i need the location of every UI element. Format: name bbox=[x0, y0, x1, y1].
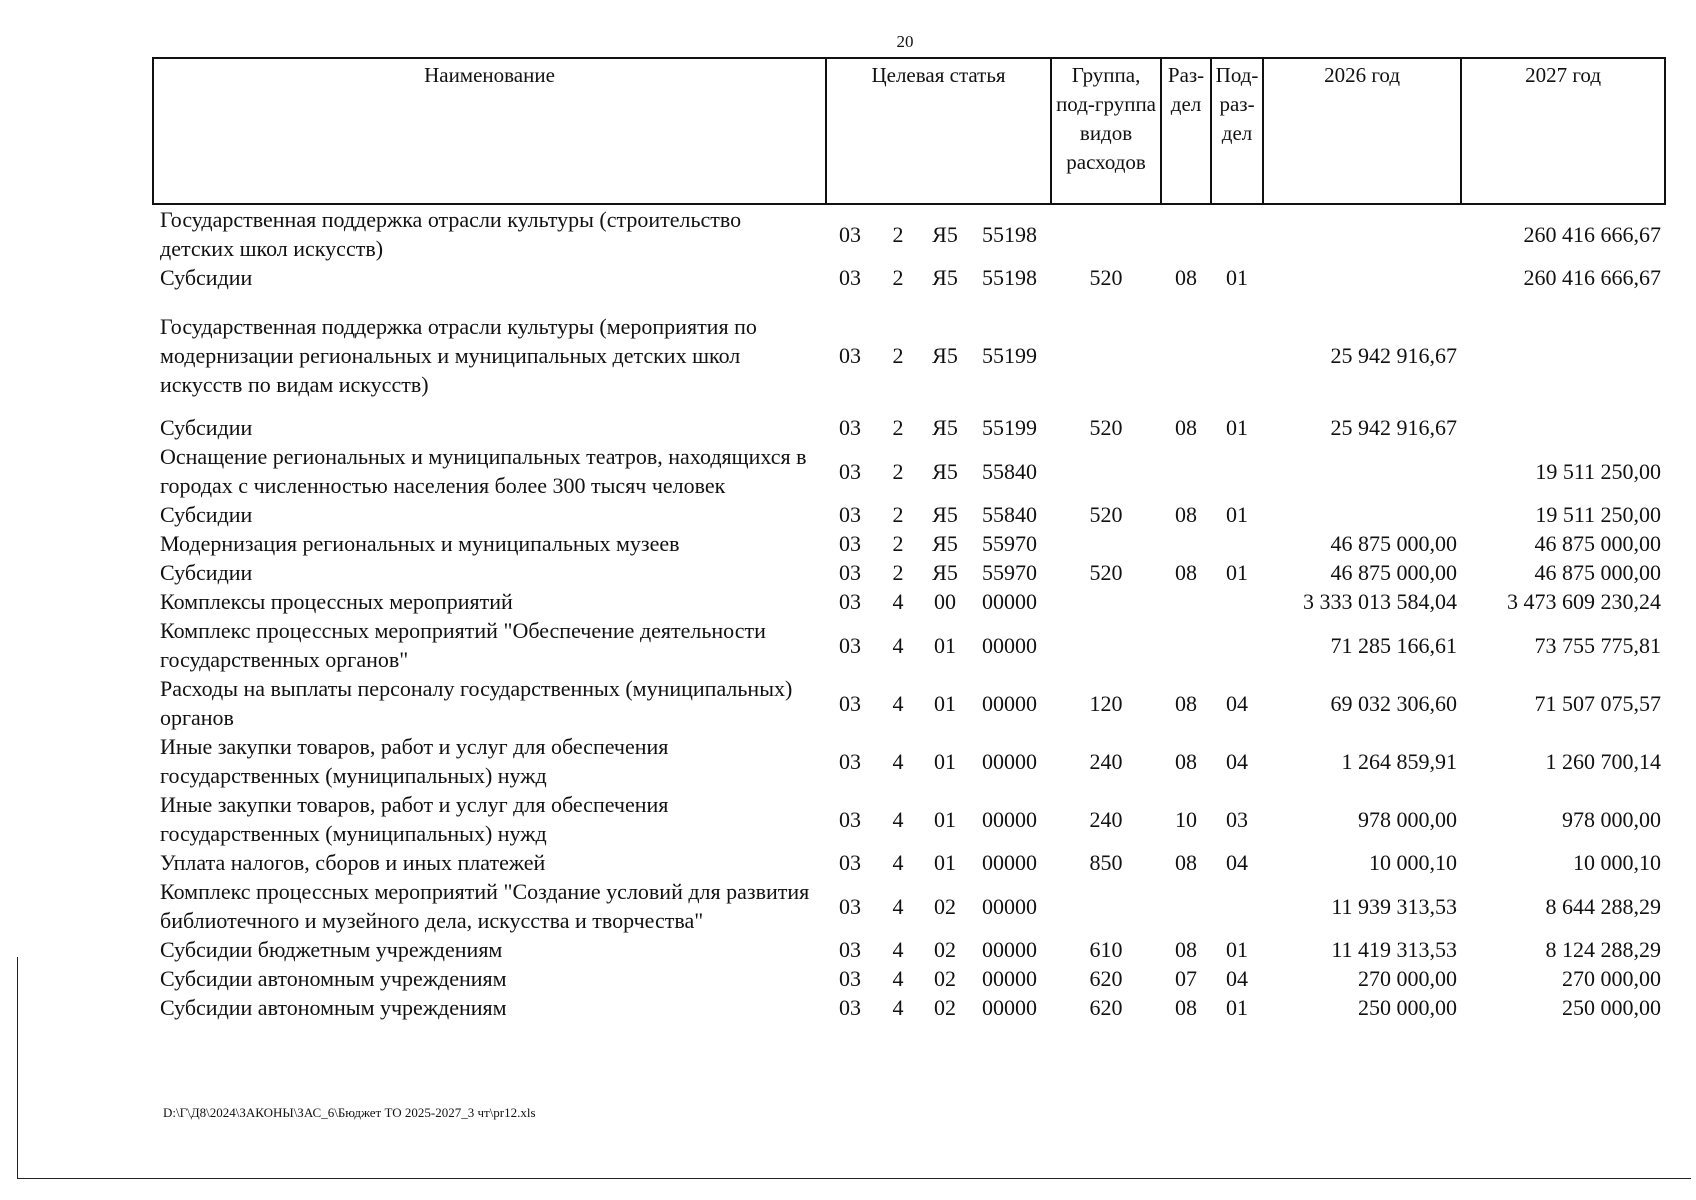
row-amount-2026: 10 000,10 bbox=[1369, 850, 1458, 875]
row-subsection bbox=[1211, 442, 1263, 500]
row-code-subprogram: 4 bbox=[892, 995, 904, 1020]
row-name: Оснащение региональных и муниципальных театров, находящихся в городах с численностью населения более 300 тысяч человек bbox=[160, 444, 807, 498]
row-code-project: Я5 bbox=[932, 560, 958, 585]
row-code-subprogram: 4 bbox=[892, 690, 904, 716]
row-code-project: 01 bbox=[934, 690, 956, 716]
row-expense-group bbox=[1051, 529, 1161, 558]
row-amount-2027: 8 644 288,29 bbox=[1545, 893, 1662, 919]
row-amount-2027: 978 000,00 bbox=[1562, 806, 1662, 832]
row-code-subprogram: 4 bbox=[892, 589, 904, 614]
row-code-program: 03 bbox=[839, 502, 861, 527]
row-amount-2026: 69 032 306,60 bbox=[1330, 690, 1458, 716]
row-amount-2027: 10 000,10 bbox=[1573, 850, 1662, 875]
row-amount-2026: 25 942 916,67 bbox=[1330, 343, 1458, 368]
row-code-subprogram: 4 bbox=[892, 632, 904, 658]
row-expense-group bbox=[1051, 616, 1161, 674]
row-section: 08 bbox=[1175, 850, 1198, 875]
row-code-direction: 00000 bbox=[982, 937, 1038, 962]
row-name: Расходы на выплаты персоналу государственных (муниципальных) органов bbox=[160, 676, 793, 730]
row-amount-2027: 1 260 700,14 bbox=[1545, 748, 1662, 774]
row-name: Субсидии бюджетным учреждениям bbox=[160, 937, 503, 962]
row-code-direction: 55199 bbox=[982, 343, 1038, 368]
row-amount-2026: 1 264 859,91 bbox=[1341, 748, 1458, 774]
row-code-program: 03 bbox=[839, 690, 861, 716]
row-code-project: 02 bbox=[934, 966, 956, 991]
row-code-direction: 00000 bbox=[982, 690, 1038, 716]
row-code-direction: 55198 bbox=[982, 221, 1038, 247]
row-code-project: 02 bbox=[934, 995, 956, 1020]
row-code-program: 03 bbox=[839, 806, 861, 832]
row-expense-group: 120 bbox=[1089, 690, 1123, 716]
row-section bbox=[1161, 204, 1211, 263]
row-code-project: Я5 bbox=[932, 502, 958, 527]
table-row bbox=[153, 993, 1665, 1022]
row-expense-group: 240 bbox=[1089, 748, 1123, 774]
row-code-subprogram: 4 bbox=[892, 937, 904, 962]
header-year-2026: 2026 год bbox=[1263, 58, 1461, 204]
row-amount-2026 bbox=[1263, 204, 1461, 263]
row-expense-group: 520 bbox=[1089, 502, 1123, 527]
table-row bbox=[153, 442, 1665, 500]
row-subsection: 01 bbox=[1226, 995, 1249, 1020]
row-amount-2027: 73 755 775,81 bbox=[1534, 632, 1662, 658]
row-code-program: 03 bbox=[839, 458, 861, 484]
row-section: 08 bbox=[1175, 560, 1198, 585]
left-edge-rule bbox=[17, 957, 18, 1179]
row-subsection bbox=[1211, 529, 1263, 558]
row-expense-group: 520 bbox=[1089, 560, 1123, 585]
row-name: Комплекс процессных мероприятий "Создание условий для развития библиотечного и музейного дела, искусства и творчества" bbox=[160, 879, 810, 933]
row-code-subprogram: 2 bbox=[892, 458, 904, 484]
row-name: Комплекс процессных мероприятий "Обеспечение деятельности государственных органов" bbox=[160, 618, 766, 672]
row-name: Модернизация региональных и муниципальных музеев bbox=[160, 531, 680, 556]
table-row bbox=[153, 877, 1665, 935]
row-expense-group bbox=[1051, 877, 1161, 935]
row-expense-group: 520 bbox=[1089, 415, 1123, 440]
row-code-direction: 00000 bbox=[982, 893, 1038, 919]
row-code-program: 03 bbox=[839, 415, 861, 440]
row-name: Уплата налогов, сборов и иных платежей bbox=[160, 850, 546, 875]
table-row bbox=[153, 674, 1665, 732]
row-amount-2026: 46 875 000,00 bbox=[1330, 531, 1458, 556]
row-name: Субсидии bbox=[160, 415, 253, 440]
row-subsection: 04 bbox=[1226, 966, 1249, 991]
row-subsection bbox=[1211, 292, 1263, 413]
row-amount-2026: 3 333 013 584,04 bbox=[1303, 589, 1458, 614]
row-code-program: 03 bbox=[839, 850, 861, 875]
row-code-direction: 55970 bbox=[982, 531, 1038, 556]
row-code-program: 03 bbox=[839, 966, 861, 991]
row-subsection: 01 bbox=[1226, 937, 1249, 962]
row-section: 08 bbox=[1175, 690, 1198, 716]
row-code-project: Я5 bbox=[932, 221, 958, 247]
table-row bbox=[153, 263, 1665, 292]
row-code-program: 03 bbox=[839, 265, 861, 290]
budget-table-container bbox=[152, 57, 1664, 1022]
table-row bbox=[153, 529, 1665, 558]
row-amount-2027: 260 416 666,67 bbox=[1523, 265, 1662, 290]
table-row bbox=[153, 292, 1665, 413]
table-row bbox=[153, 935, 1665, 964]
table-row bbox=[153, 500, 1665, 529]
row-code-subprogram: 2 bbox=[892, 531, 904, 556]
row-section bbox=[1161, 529, 1211, 558]
row-code-subprogram: 4 bbox=[892, 966, 904, 991]
row-amount-2026: 11 939 313,53 bbox=[1331, 893, 1458, 919]
row-subsection: 03 bbox=[1226, 806, 1249, 832]
row-amount-2026: 25 942 916,67 bbox=[1330, 415, 1458, 440]
row-code-program: 03 bbox=[839, 343, 861, 368]
row-subsection: 04 bbox=[1226, 690, 1249, 716]
row-code-project: 02 bbox=[934, 937, 956, 962]
row-expense-group: 520 bbox=[1089, 265, 1123, 290]
header-subsection: Под-раз-дел bbox=[1211, 58, 1263, 204]
row-code-project: 01 bbox=[934, 806, 956, 832]
row-subsection bbox=[1211, 616, 1263, 674]
row-code-project: 01 bbox=[934, 632, 956, 658]
row-code-project: 01 bbox=[934, 850, 956, 875]
table-row bbox=[153, 790, 1665, 848]
row-code-direction: 55970 bbox=[982, 560, 1038, 585]
row-section bbox=[1161, 616, 1211, 674]
row-amount-2027: 270 000,00 bbox=[1562, 966, 1662, 991]
row-subsection bbox=[1211, 877, 1263, 935]
row-code-project: Я5 bbox=[932, 343, 958, 368]
row-expense-group: 850 bbox=[1089, 850, 1123, 875]
row-amount-2027: 250 000,00 bbox=[1562, 995, 1662, 1020]
row-amount-2027: 3 473 609 230,24 bbox=[1507, 589, 1662, 614]
table-row bbox=[153, 413, 1665, 442]
row-code-subprogram: 2 bbox=[892, 343, 904, 368]
header-year-2027: 2027 год bbox=[1461, 58, 1665, 204]
row-expense-group bbox=[1051, 292, 1161, 413]
row-code-subprogram: 4 bbox=[892, 748, 904, 774]
row-code-program: 03 bbox=[839, 995, 861, 1020]
row-name: Субсидии bbox=[160, 265, 253, 290]
row-expense-group bbox=[1051, 587, 1161, 616]
row-amount-2026 bbox=[1263, 442, 1461, 500]
budget-table bbox=[152, 57, 1666, 1022]
row-amount-2027: 19 511 250,00 bbox=[1535, 502, 1662, 527]
file-path-footnote: D:\Г\Д8\2024\ЗАКОНЫ\ЗАС_6\Бюджет ТО 2025-2027_3 чт\pr12.xls bbox=[163, 1105, 536, 1120]
row-code-direction: 00000 bbox=[982, 966, 1038, 991]
row-name: Иные закупки товаров, работ и услуг для обеспечения государственных (муниципальных) нужд bbox=[160, 734, 669, 788]
row-amount-2027 bbox=[1461, 292, 1665, 413]
row-subsection: 01 bbox=[1226, 265, 1249, 290]
row-name: Субсидии bbox=[160, 560, 253, 585]
row-code-direction: 55199 bbox=[982, 415, 1038, 440]
row-code-program: 03 bbox=[839, 748, 861, 774]
row-subsection: 01 bbox=[1226, 560, 1249, 585]
table-row bbox=[153, 732, 1665, 790]
row-name: Иные закупки товаров, работ и услуг для обеспечения государственных (муниципальных) нужд bbox=[160, 792, 669, 846]
row-code-program: 03 bbox=[839, 560, 861, 585]
row-code-subprogram: 2 bbox=[892, 221, 904, 247]
row-code-program: 03 bbox=[839, 221, 861, 247]
row-amount-2027: 260 416 666,67 bbox=[1523, 221, 1662, 247]
row-amount-2027: 46 875 000,00 bbox=[1534, 531, 1662, 556]
header-section: Раз-дел bbox=[1161, 58, 1211, 204]
row-section bbox=[1161, 292, 1211, 413]
row-amount-2026: 11 419 313,53 bbox=[1331, 937, 1458, 962]
row-section: 10 bbox=[1175, 806, 1198, 832]
header-name: Наименование bbox=[153, 58, 826, 204]
row-amount-2026: 250 000,00 bbox=[1358, 995, 1458, 1020]
row-expense-group bbox=[1051, 204, 1161, 263]
row-code-program: 03 bbox=[839, 937, 861, 962]
row-code-direction: 00000 bbox=[982, 995, 1038, 1020]
row-code-project: Я5 bbox=[932, 458, 958, 484]
row-subsection: 01 bbox=[1226, 502, 1249, 527]
row-name: Государственная поддержка отрасли культуры (строительство детских школ искусств) bbox=[160, 207, 742, 261]
row-code-direction: 00000 bbox=[982, 589, 1038, 614]
row-expense-group: 620 bbox=[1089, 966, 1123, 991]
row-section: 08 bbox=[1175, 415, 1198, 440]
row-amount-2026: 978 000,00 bbox=[1358, 806, 1458, 832]
row-code-program: 03 bbox=[839, 893, 861, 919]
table-row bbox=[153, 587, 1665, 616]
row-name: Субсидии автономным учреждениям bbox=[160, 966, 507, 991]
row-code-project: Я5 bbox=[932, 265, 958, 290]
row-expense-group: 620 bbox=[1089, 995, 1123, 1020]
row-amount-2026 bbox=[1263, 263, 1461, 292]
row-name: Комплексы процессных мероприятий bbox=[160, 589, 513, 614]
row-amount-2026: 270 000,00 bbox=[1358, 966, 1458, 991]
row-code-subprogram: 2 bbox=[892, 415, 904, 440]
row-section: 08 bbox=[1175, 937, 1198, 962]
table-row bbox=[153, 204, 1665, 263]
row-code-direction: 00000 bbox=[982, 632, 1038, 658]
row-code-project: 02 bbox=[934, 893, 956, 919]
row-code-program: 03 bbox=[839, 531, 861, 556]
table-row bbox=[153, 848, 1665, 877]
row-code-subprogram: 4 bbox=[892, 893, 904, 919]
page-number: 20 bbox=[896, 32, 914, 51]
row-amount-2026: 71 285 166,61 bbox=[1330, 632, 1458, 658]
row-code-project: Я5 bbox=[932, 415, 958, 440]
row-code-direction: 55840 bbox=[982, 502, 1038, 527]
row-expense-group: 610 bbox=[1089, 937, 1123, 962]
row-expense-group bbox=[1051, 442, 1161, 500]
row-amount-2027: 19 511 250,00 bbox=[1535, 458, 1662, 484]
bottom-edge-rule bbox=[18, 1178, 1691, 1179]
row-section bbox=[1161, 587, 1211, 616]
row-subsection: 01 bbox=[1226, 415, 1249, 440]
table-row bbox=[153, 558, 1665, 587]
row-name: Государственная поддержка отрасли культуры (мероприятия по модернизации региональных и муниципальных детских школ искусств по видам искусств) bbox=[160, 314, 757, 397]
row-code-direction: 00000 bbox=[982, 748, 1038, 774]
header-expense-group: Группа, под-группа видов расходов bbox=[1051, 58, 1161, 204]
row-section bbox=[1161, 877, 1211, 935]
row-section: 08 bbox=[1175, 995, 1198, 1020]
row-amount-2026: 46 875 000,00 bbox=[1330, 560, 1458, 585]
row-code-program: 03 bbox=[839, 589, 861, 614]
row-code-project: 00 bbox=[934, 589, 956, 614]
row-code-direction: 55840 bbox=[982, 458, 1038, 484]
row-subsection: 04 bbox=[1226, 748, 1249, 774]
row-section: 07 bbox=[1175, 966, 1198, 991]
row-code-project: Я5 bbox=[932, 531, 958, 556]
row-code-project: 01 bbox=[934, 748, 956, 774]
row-name: Субсидии автономным учреждениям bbox=[160, 995, 507, 1020]
table-row bbox=[153, 964, 1665, 993]
row-subsection bbox=[1211, 204, 1263, 263]
row-code-direction: 00000 bbox=[982, 850, 1038, 875]
row-expense-group: 240 bbox=[1089, 806, 1123, 832]
row-amount-2027: 46 875 000,00 bbox=[1534, 560, 1662, 585]
row-name: Субсидии bbox=[160, 502, 253, 527]
row-code-subprogram: 2 bbox=[892, 560, 904, 585]
row-code-subprogram: 2 bbox=[892, 502, 904, 527]
row-code-subprogram: 2 bbox=[892, 265, 904, 290]
row-section: 08 bbox=[1175, 748, 1198, 774]
table-row bbox=[153, 616, 1665, 674]
row-code-program: 03 bbox=[839, 632, 861, 658]
row-amount-2027: 8 124 288,29 bbox=[1545, 937, 1662, 962]
row-amount-2026 bbox=[1263, 500, 1461, 529]
row-code-direction: 00000 bbox=[982, 806, 1038, 832]
row-amount-2027 bbox=[1461, 413, 1665, 442]
table-header-row bbox=[153, 58, 1665, 204]
row-code-direction: 55198 bbox=[982, 265, 1038, 290]
row-amount-2027: 71 507 075,57 bbox=[1534, 690, 1662, 716]
row-code-subprogram: 4 bbox=[892, 850, 904, 875]
row-code-subprogram: 4 bbox=[892, 806, 904, 832]
row-section: 08 bbox=[1175, 502, 1198, 527]
row-section bbox=[1161, 442, 1211, 500]
header-target-article: Целевая статья bbox=[826, 58, 1051, 204]
row-subsection: 04 bbox=[1226, 850, 1249, 875]
row-section: 08 bbox=[1175, 265, 1198, 290]
row-subsection bbox=[1211, 587, 1263, 616]
